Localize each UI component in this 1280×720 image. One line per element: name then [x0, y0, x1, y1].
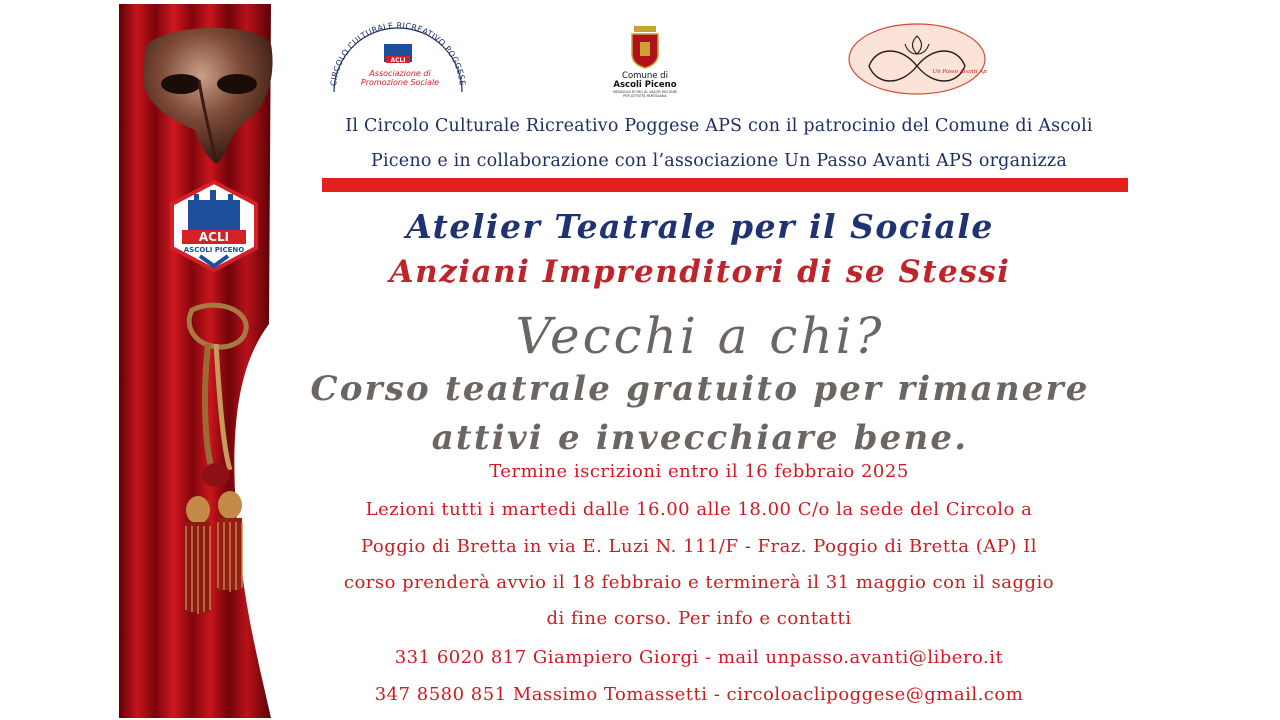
comune-small2: PER ATTIVITÀ PARTIGIANA [623, 94, 667, 98]
circolo-ring-text: CIRCOLO CULTURALE RICREATIVO POGGESE [329, 22, 467, 87]
body-line-3: corso prenderà avvio il 18 febbraio e terminerà il 31 maggio con il saggio [343, 572, 1055, 593]
body-line-2: Poggio di Bretta in via E. Luzi N. 111/F - Fraz. Poggio di Bretta (AP) Il [361, 536, 1037, 557]
acli-big-sub: ASCOLI PICENO [183, 246, 245, 254]
passo-logo-text: Un Passo Avanti Aps [932, 69, 987, 75]
body-line-1: Lezioni tutti i martedi dalle 16.00 alle 18.00 C/o la sede del Circolo a [365, 499, 1033, 520]
title-corso-line-1: Corso teatrale gratuito per rimanere [310, 369, 1090, 409]
acli-ascoli-logo [166, 180, 262, 272]
red-divider-bar [322, 178, 1128, 192]
comune-small1: MEDAGLIA D'ORO AL VALOR MILITARE [612, 90, 678, 94]
un-passo-avanti-logo [847, 22, 987, 96]
curtain-tassel-image [172, 300, 258, 630]
title-atelier: Atelier Teatrale per il Sociale [406, 207, 994, 246]
body-line-4: di fine corso. Per info e contatti [546, 608, 852, 629]
title-corso-line-2: attivi e invecchiare bene. [431, 418, 969, 458]
contact-line-1: 331 6020 817 Giampiero Giorgi - mail unpasso.avanti@libero.it [394, 647, 1004, 668]
circolo-sub1: Associazione di [369, 69, 431, 78]
contact-line-2: 347 8580 851 Massimo Tomassetti - circoloaclipoggese@gmail.com [374, 684, 1024, 705]
circolo-poggese-logo [328, 22, 468, 94]
title-anziani: Anziani Imprenditori di se Stessi [389, 254, 1011, 290]
intro-line-2: Piceno e in collaborazione con l’associazione Un Passo Avanti APS organizza [371, 151, 1067, 171]
theater-mask-image [137, 18, 277, 168]
intro-line-1: Il Circolo Culturale Ricreativo Poggese APS con il patrocinio del Comune di Ascoli [345, 116, 1093, 136]
title-vecchi: Vecchi a chi? [515, 307, 885, 365]
comune-ascoli-logo [604, 24, 686, 100]
comune-line2: Ascoli Piceno [613, 80, 677, 90]
circolo-sub2: Promozione Sociale [360, 78, 440, 87]
termine-iscrizioni: Termine iscrizioni entro il 16 febbraio 2025 [489, 461, 909, 482]
comune-line1: Comune di [622, 71, 668, 81]
acli-big-label: ACLI [198, 230, 230, 244]
circolo-acli-label: ACLI [390, 57, 406, 64]
